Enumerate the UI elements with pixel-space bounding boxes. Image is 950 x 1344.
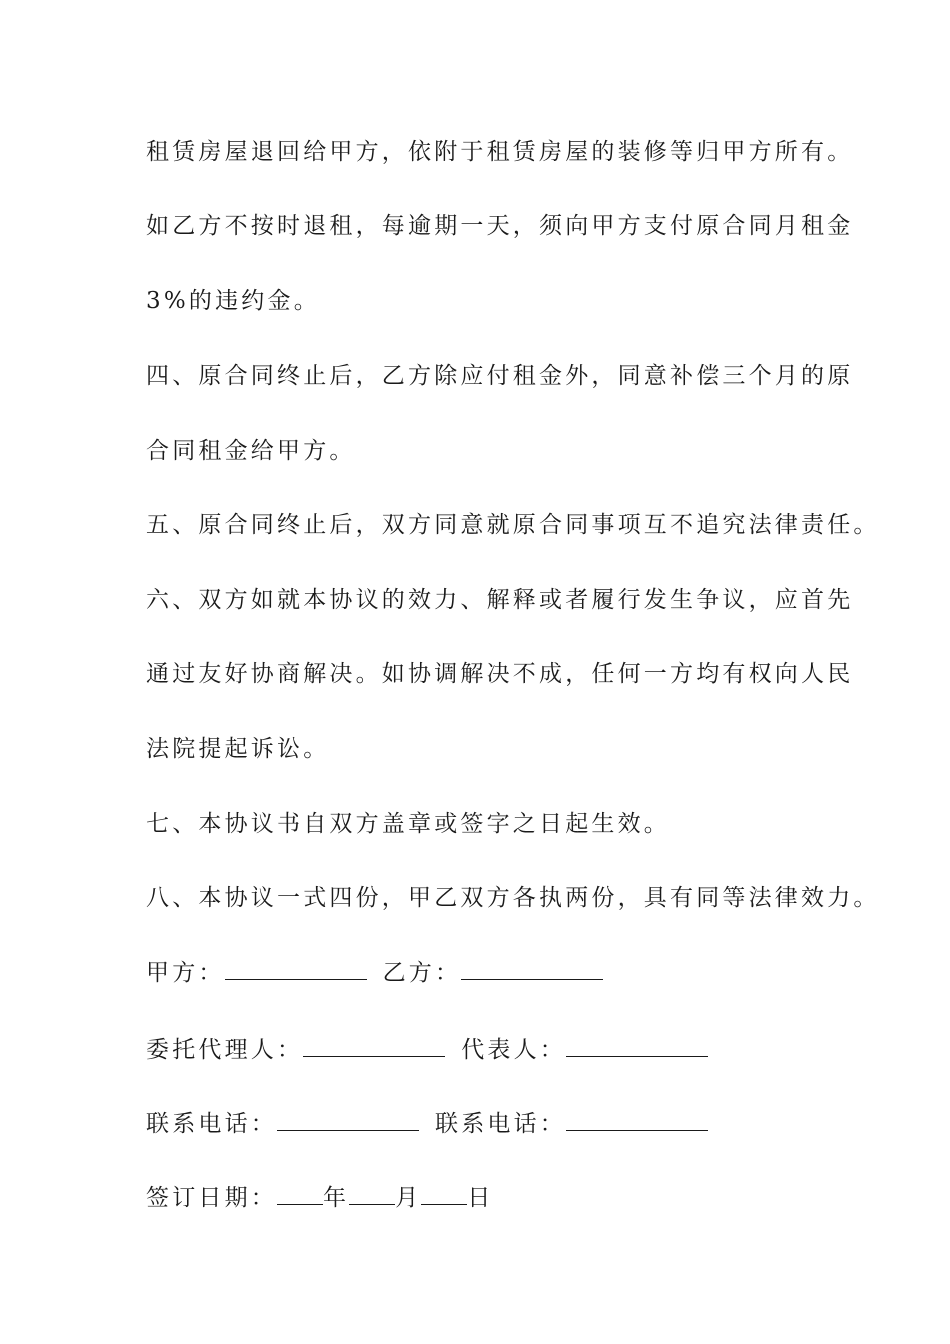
paragraph-line: 合同租金给甲方。 <box>146 438 356 464</box>
phone-row <box>146 1109 708 1139</box>
date-row <box>146 1183 494 1213</box>
representative-label: 代表人： <box>461 1037 567 1063</box>
paragraph-line: 租赁房屋退回给甲方，依附于租赁房屋的装修等归甲方所有。 <box>146 139 854 165</box>
phone-a-label: 联系电话： <box>146 1111 277 1137</box>
representative-blank <box>566 1036 708 1057</box>
paragraph-line: 通过友好协商解决。如协调解决不成，任何一方均有权向人民 <box>146 661 854 687</box>
clause-eight: 八、本协议一式四份，甲乙双方各执两份，具有同等法律效力。 <box>146 885 880 911</box>
phone-b-blank <box>566 1110 708 1131</box>
phone-a-blank <box>277 1110 419 1131</box>
party-b-label: 乙方： <box>382 960 462 986</box>
paragraph-line: 3%的违约金。 <box>146 288 320 314</box>
clause-five: 五、原合同终止后，双方同意就原合同事项互不追究法律责任。 <box>146 512 880 538</box>
day-unit: 日 <box>467 1185 494 1211</box>
agent-blank <box>303 1036 445 1057</box>
day-blank <box>421 1184 467 1205</box>
clause-four: 四、原合同终止后，乙方除应付租金外，同意补偿三个月的原 <box>146 363 854 389</box>
phone-b-label: 联系电话： <box>435 1111 566 1137</box>
party-a-label: 甲方： <box>146 960 225 986</box>
month-unit: 月 <box>395 1185 422 1211</box>
year-blank <box>277 1184 323 1205</box>
year-unit: 年 <box>323 1185 350 1211</box>
month-blank <box>349 1184 395 1205</box>
date-label: 签订日期： <box>146 1185 277 1211</box>
party-a-blank <box>225 959 367 980</box>
party-row <box>146 958 603 988</box>
clause-six: 六、双方如就本协议的效力、解释或者履行发生争议，应首先 <box>146 587 854 613</box>
paragraph-line: 如乙方不按时退租，每逾期一天，须向甲方支付原合同月租金 <box>146 213 854 239</box>
party-b-blank <box>461 959 603 980</box>
agent-label: 委托代理人： <box>146 1037 304 1063</box>
agent-row <box>146 1035 708 1065</box>
clause-seven: 七、本协议书自双方盖章或签字之日起生效。 <box>146 811 670 837</box>
paragraph-line: 法院提起诉讼。 <box>146 736 330 762</box>
